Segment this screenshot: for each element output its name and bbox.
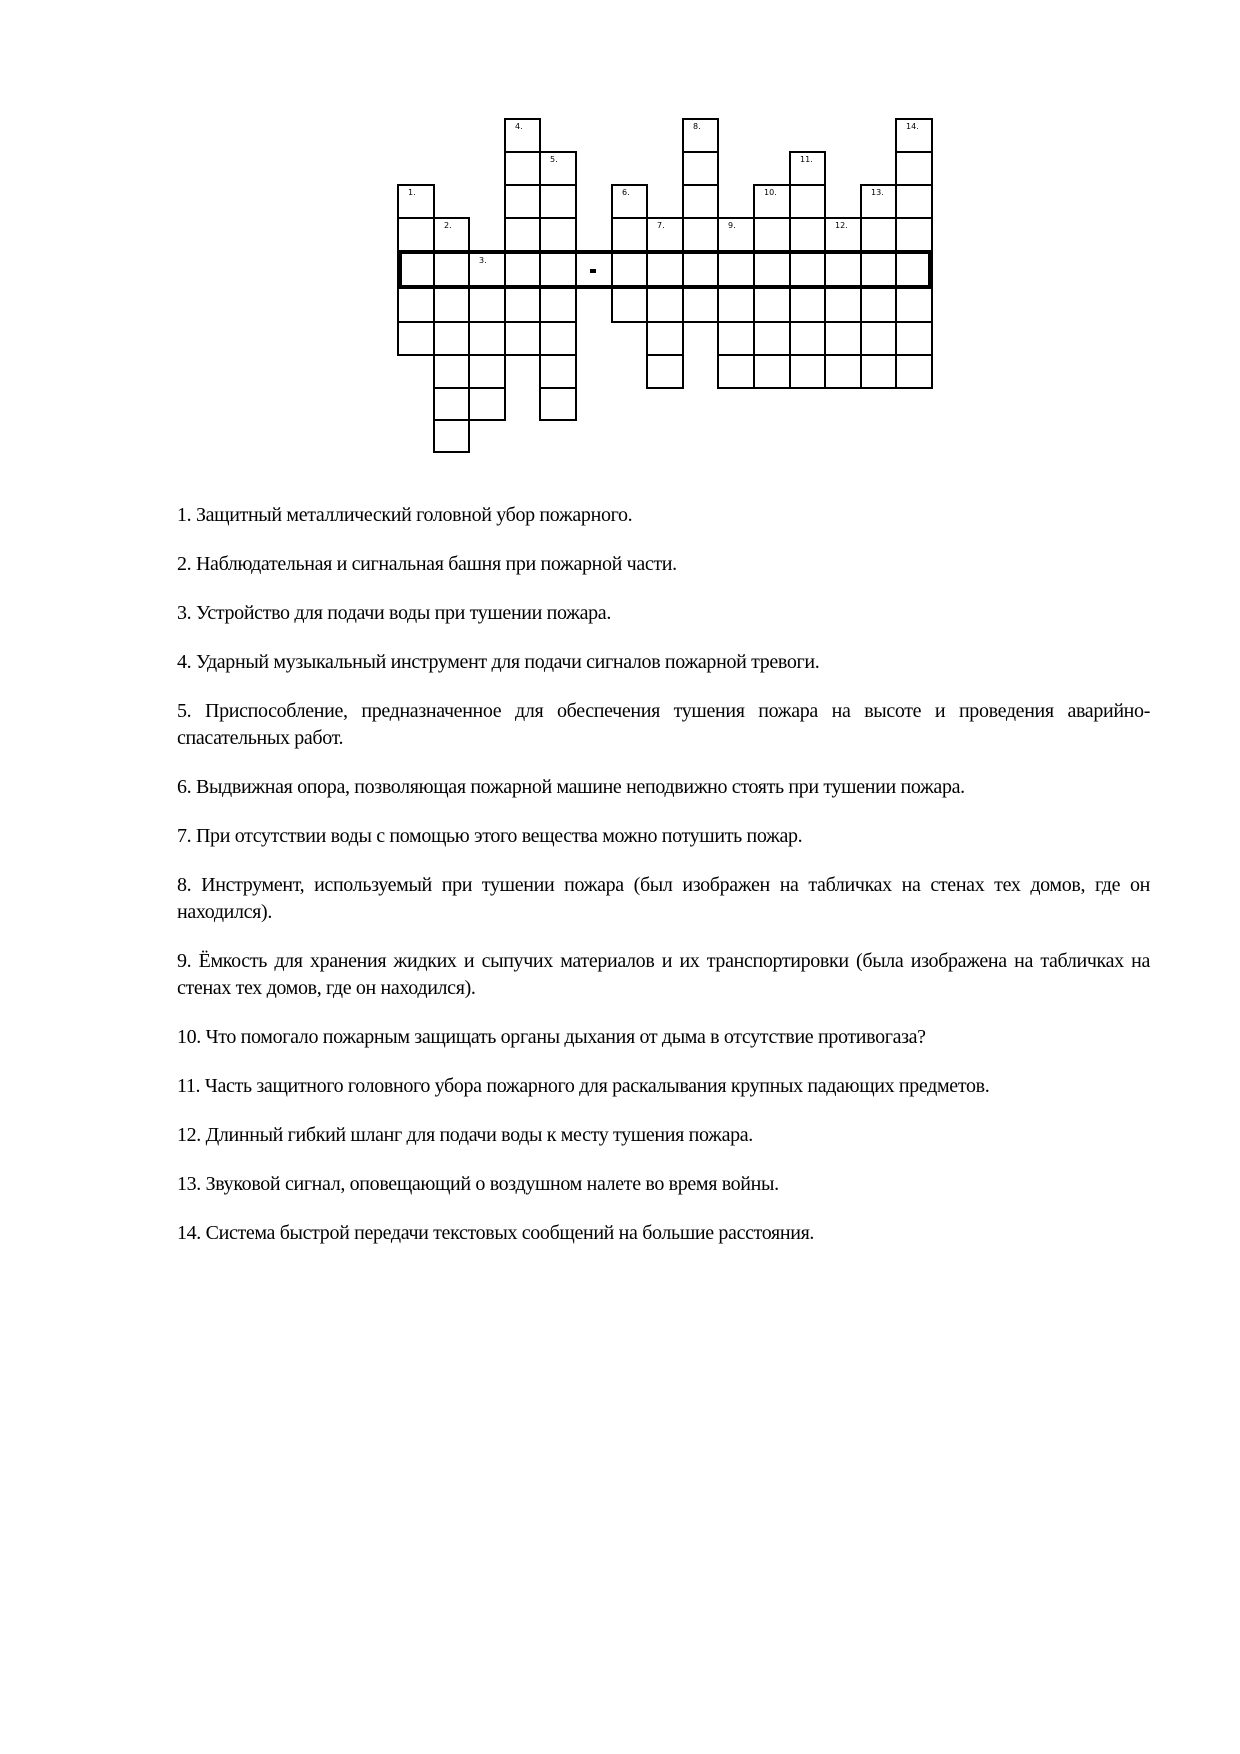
crossword-cell (539, 184, 577, 219)
crossword-cell (860, 217, 897, 252)
crossword-cell (611, 217, 648, 252)
clue-12: 12. Длинный гибкий шланг для подачи воды к месту тушения пожара. (177, 1124, 753, 1146)
clue-1: 1. Защитный металлический головной убор пожарного. (177, 504, 633, 526)
crossword-cell (539, 287, 577, 323)
crossword-cell (468, 354, 506, 389)
crossword-cell (717, 287, 755, 323)
clue-5: 5. Приспособление, предназначенное для обеспечения тушения пожара на высоте и проведения аварийно-спасательных работ. (177, 700, 1150, 749)
crossword-cell (789, 151, 826, 186)
crossword-cell (753, 321, 791, 356)
clue-number-label: 14. (906, 122, 919, 131)
clue-number-label: 1. (408, 188, 416, 197)
clue-number-label: 6. (622, 188, 630, 197)
crossword-cell (468, 287, 506, 323)
crossword-cell (789, 354, 826, 389)
clue-number-label: 12. (835, 221, 848, 230)
crossword-cell (789, 287, 826, 323)
clue-number-label: 3. (479, 256, 487, 265)
crossword-cell (682, 118, 719, 153)
crossword-cell (433, 387, 470, 421)
crossword-cell (824, 321, 862, 356)
clue-number-label: 13. (871, 188, 884, 197)
crossword-cell (717, 217, 755, 252)
crossword-cell-main-row (575, 250, 613, 289)
crossword-cell-main-row (397, 250, 435, 289)
clue-number-label: 11. (800, 155, 813, 164)
crossword-cell-main-row (717, 250, 755, 289)
clue-number-label: 5. (550, 155, 558, 164)
clue-13: 13. Звуковой сигнал, оповещающий о воздушном налете во время войны. (177, 1173, 779, 1195)
crossword-cell (860, 184, 897, 219)
clue-3: 3. Устройство для подачи воды при тушении пожара. (177, 602, 611, 624)
crossword-cell (433, 321, 470, 356)
crossword-cell (468, 387, 506, 421)
crossword-cell-main-row (789, 250, 826, 289)
clue-4: 4. Ударный музыкальный инструмент для подачи сигналов пожарной тревоги. (177, 651, 820, 673)
crossword-cell (433, 287, 470, 323)
clue-number-label: 8. (693, 122, 701, 131)
crossword-cell (397, 184, 435, 219)
clue-11: 11. Часть защитного головного убора пожарного для раскалывания крупных падающих предметов. (177, 1075, 990, 1097)
crossword-cell (468, 321, 506, 356)
crossword-cell (824, 354, 862, 389)
crossword-cell-main-row (646, 250, 684, 289)
crossword-grid (0, 0, 1240, 470)
crossword-cell (646, 354, 684, 389)
crossword-cell (539, 151, 577, 186)
crossword-cell (539, 321, 577, 356)
crossword-cell (895, 217, 933, 252)
crossword-cell (753, 354, 791, 389)
crossword-cell (717, 321, 755, 356)
clue-number-label: 9. (728, 221, 736, 230)
crossword-cell-main-row (824, 250, 862, 289)
crossword-cell (717, 354, 755, 389)
crossword-cell (397, 217, 435, 252)
crossword-cell (539, 387, 577, 421)
crossword-cell (682, 184, 719, 219)
crossword-cell (789, 217, 826, 252)
crossword-cell (860, 321, 897, 356)
clue-6: 6. Выдвижная опора, позволяющая пожарной машине неподвижно стоять при тушении пожара. (177, 776, 965, 798)
crossword-cell-main-row (539, 250, 577, 289)
crossword-cell (433, 217, 470, 252)
crossword-cell-main-row (433, 250, 470, 289)
clue-number-label: 4. (515, 122, 523, 131)
crossword-cell (753, 217, 791, 252)
crossword-cell (504, 151, 541, 186)
crossword-cell (504, 321, 541, 356)
clue-14: 14. Система быстрой передачи текстовых сообщений на большие расстояния. (177, 1222, 815, 1244)
crossword-cell-main-row (682, 250, 719, 289)
clue-10: 10. Что помогало пожарным защищать органы дыхания от дыма в отсутствие противогаза? (177, 1026, 926, 1048)
crossword-cell (433, 419, 470, 453)
crossword-cell-main-row (895, 250, 933, 289)
clue-9: 9. Ёмкость для хранения жидких и сыпучих материалов и их транспортировки (была изображена на табличках на стенах тех домов, где он находился). (177, 950, 1150, 999)
crossword-cell (504, 217, 541, 252)
crossword-cell (504, 118, 541, 153)
crossword-cell (682, 151, 719, 186)
crossword-cell (682, 217, 719, 252)
clue-list (177, 502, 1150, 1269)
crossword-cell (539, 354, 577, 389)
crossword-cell (504, 184, 541, 219)
crossword-cell (895, 118, 933, 153)
crossword-cell-main-row (860, 250, 897, 289)
crossword-cell (895, 287, 933, 323)
clue-8: 8. Инструмент, используемый при тушении пожара (был изображен на табличках на стенах тех домов, где он находился). (177, 874, 1150, 923)
crossword-cell-main-row (611, 250, 648, 289)
crossword-cell-main-row (468, 250, 506, 289)
crossword-cell (895, 184, 933, 219)
crossword-cell (611, 184, 648, 219)
crossword-cell (824, 287, 862, 323)
clue-number-label: 10. (764, 188, 777, 197)
crossword-cell (397, 321, 435, 356)
crossword-cell (646, 217, 684, 252)
crossword-cell (753, 287, 791, 323)
clue-number-label: 7. (657, 221, 665, 230)
crossword-cell (860, 287, 897, 323)
crossword-cell (789, 184, 826, 219)
crossword-cell (646, 321, 684, 356)
crossword-cell (860, 354, 897, 389)
crossword-cell (682, 287, 719, 323)
crossword-cell (611, 287, 648, 323)
crossword-cell-main-row (504, 250, 541, 289)
crossword-cell (824, 217, 862, 252)
crossword-cell (397, 287, 435, 323)
crossword-cell (895, 151, 933, 186)
hyphen-mark (590, 269, 596, 273)
crossword-cell (895, 321, 933, 356)
clue-2: 2. Наблюдательная и сигнальная башня при пожарной части. (177, 553, 677, 575)
crossword-cell (895, 354, 933, 389)
crossword-cell (789, 321, 826, 356)
crossword-cell (504, 287, 541, 323)
crossword-cell (539, 217, 577, 252)
crossword-cell-main-row (753, 250, 791, 289)
crossword-cell (753, 184, 791, 219)
crossword-cell (646, 287, 684, 323)
clue-7: 7. При отсутствии воды с помощью этого вещества можно потушить пожар. (177, 825, 803, 847)
crossword-cell (433, 354, 470, 389)
clue-number-label: 2. (444, 221, 452, 230)
